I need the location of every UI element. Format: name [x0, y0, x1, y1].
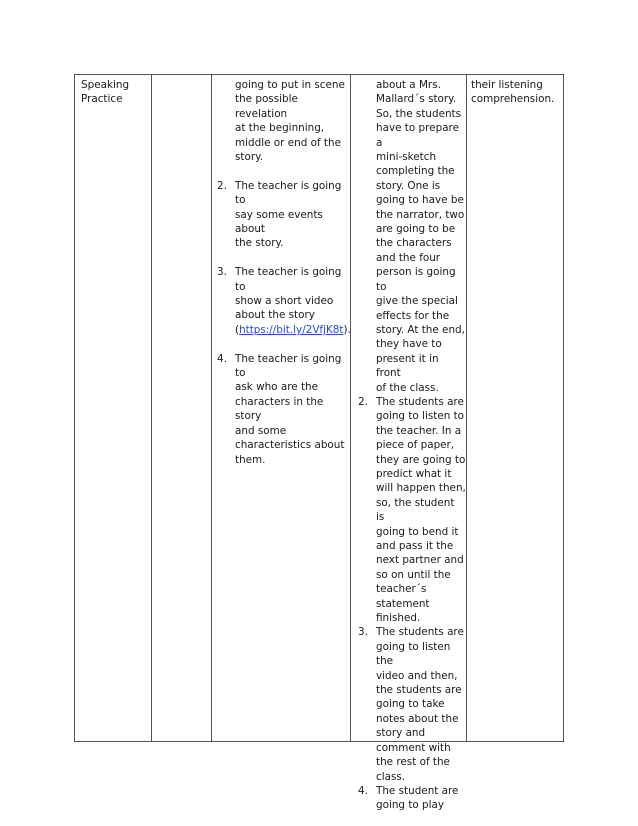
skill-cell	[81, 78, 147, 107]
text-line: at the beginning,	[235, 122, 325, 135]
text-line: ask who are the	[235, 381, 319, 394]
text-line: the students are	[376, 684, 462, 697]
text-line: going to have be	[376, 194, 464, 207]
item-number: 4.	[358, 784, 368, 797]
text-line	[235, 323, 351, 337]
skill-line: Practice	[81, 93, 123, 106]
text-line: the characters	[376, 237, 452, 250]
text-line: The teacher is going to	[235, 266, 342, 293]
text-line: The teacher is going to	[235, 352, 342, 380]
text-line: going to take	[376, 698, 445, 711]
lesson-plan-table	[74, 74, 564, 812]
text-line: middle or end of the	[235, 136, 341, 149]
text-line: the possible revelation	[235, 93, 298, 120]
text-line: comment with	[376, 741, 451, 754]
list-item	[358, 625, 466, 783]
text-line: finished.	[376, 612, 421, 625]
text-line: the teacher. In a	[376, 424, 462, 437]
list-item	[358, 395, 466, 626]
column-divider	[211, 75, 212, 741]
text-line: The students are	[376, 395, 464, 408]
text-line: the rest of the	[376, 756, 450, 769]
text-line: going to play	[376, 799, 445, 812]
text-line: and the four	[376, 251, 441, 264]
text-line: give the special	[376, 295, 458, 308]
text-line: comprehension.	[471, 93, 555, 106]
text-line: so on until the	[376, 568, 451, 581]
text-line: the story.	[235, 237, 284, 250]
column-divider	[466, 75, 467, 741]
teacher-activities-cell	[217, 78, 351, 467]
text-line: story and	[376, 727, 426, 740]
list-item	[217, 179, 347, 251]
text-line: present it in front	[376, 352, 439, 380]
skill-line: Speaking	[81, 79, 130, 91]
text-line: The students are	[376, 626, 464, 639]
text-line: will happen then,	[376, 482, 466, 495]
text-line: going to put in scene	[235, 79, 345, 91]
text-line: their listening	[471, 79, 543, 91]
item-number: 2.	[358, 395, 368, 408]
text-line: notes about the	[376, 712, 459, 725]
text-line: statement	[376, 597, 430, 610]
text-line: teacher´s	[376, 583, 427, 596]
objective-cell	[471, 78, 563, 107]
text-line: story. One is	[376, 179, 441, 192]
text-line: piece of paper,	[376, 439, 455, 452]
item-number: 2.	[217, 179, 227, 192]
text-line: going to listen the	[376, 640, 451, 668]
text-line: video and then,	[376, 669, 458, 682]
text-line: say some events about	[235, 208, 323, 236]
column-divider	[350, 75, 351, 741]
video-link[interactable]: https://bit.ly/2VfjK8t	[239, 323, 344, 336]
text-line: have to prepare a	[376, 122, 459, 149]
text-line: predict what it	[376, 467, 452, 480]
list-item	[358, 784, 466, 813]
text-line: completing the	[376, 165, 455, 178]
text-line: going to listen to	[376, 410, 465, 423]
text-line: next partner and	[376, 554, 464, 567]
text-line: The student are	[376, 784, 459, 797]
text-line: Mallard´s story.	[376, 93, 457, 106]
text-line: The teacher is going to	[235, 179, 342, 207]
text-line: and pass it the	[376, 540, 454, 552]
text-line: characteristics about	[235, 439, 345, 452]
student-activities-cell	[358, 78, 466, 813]
text-line: class.	[376, 770, 406, 783]
text-line: and some	[235, 424, 287, 437]
text-line: So, the students	[376, 107, 462, 120]
text-line: about the story	[235, 309, 315, 322]
link-suffix: ).	[343, 323, 351, 336]
item-number: 3.	[358, 626, 368, 639]
text-line: about a Mrs.	[376, 79, 441, 91]
text-line: person is going to	[376, 266, 456, 293]
link-prefix: (	[235, 323, 240, 336]
text-line: going to bend it	[376, 525, 459, 538]
list-item	[217, 352, 347, 467]
text-line: the narrator, two	[376, 208, 465, 221]
text-line: are going to be	[376, 223, 456, 236]
item-number: 4.	[217, 352, 227, 365]
text-line: effects for the	[376, 309, 450, 322]
text-line: story.	[235, 151, 264, 164]
text-line: of the class.	[376, 381, 439, 394]
text-line: show a short video	[235, 295, 334, 308]
text-line: they have to	[376, 338, 442, 351]
list-item	[217, 265, 351, 337]
text-line: story. At the end,	[376, 323, 465, 336]
text-line: so, the student is	[376, 496, 455, 524]
text-line: them.	[235, 453, 266, 466]
text-line: mini-sketch	[376, 151, 437, 164]
text-line: characters in the story	[235, 395, 324, 423]
column-divider	[151, 75, 152, 741]
text-line: they are going to	[376, 453, 466, 466]
item-number: 3.	[217, 266, 227, 279]
